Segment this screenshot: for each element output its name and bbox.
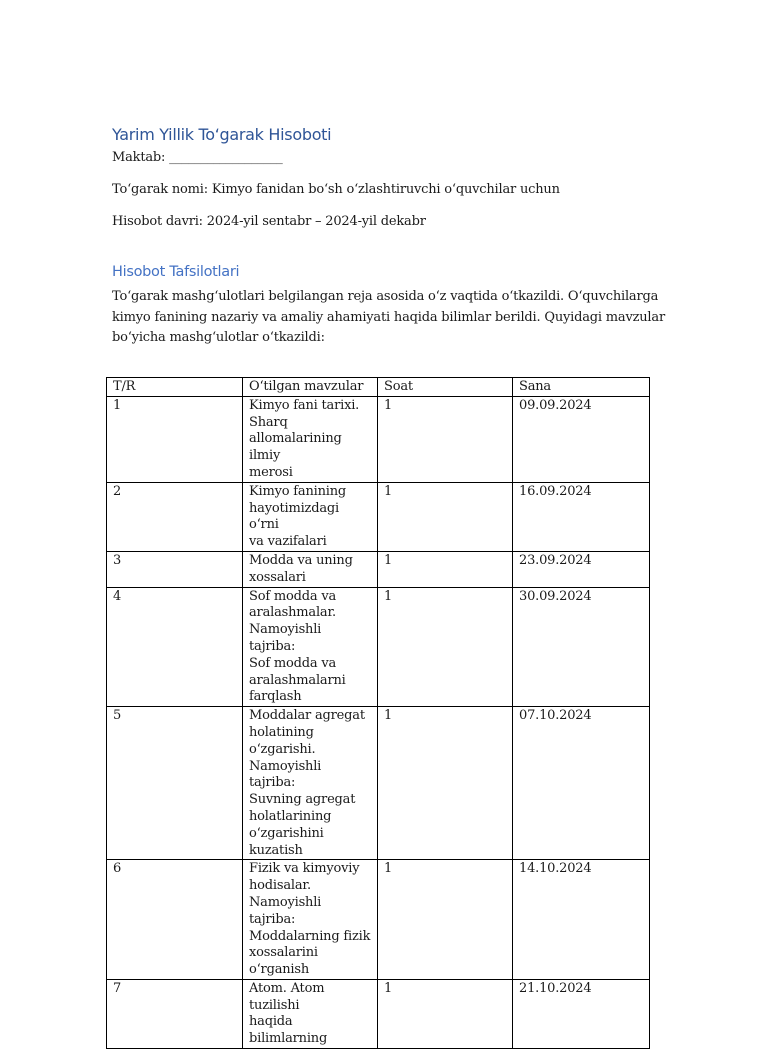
topic-line: xossalarini [249, 945, 318, 961]
row-hours: 1 [378, 396, 513, 482]
row-topic [243, 551, 378, 587]
topic-line: Moddalarning fizik [249, 928, 371, 944]
topic-line: Sharq [249, 414, 288, 430]
topic-line: xossalari [249, 569, 306, 585]
row-number: 2 [107, 482, 243, 551]
row-hours: 1 [378, 707, 513, 860]
table-header-row [107, 378, 650, 397]
topic-line: Moddalar agregat [249, 708, 365, 724]
topic-line: va vazifalari [249, 534, 327, 550]
topic-line: Namoyishli tajriba: [249, 622, 322, 654]
topics-table [106, 377, 650, 1049]
row-number: 5 [107, 707, 243, 860]
topic-line: merosi [249, 464, 293, 480]
topic-line: Fizik va kimyoviy [249, 861, 360, 877]
report-title: Yarim Yillik To‘garak Hisoboti [112, 125, 332, 144]
row-date: 09.09.2024 [513, 396, 650, 482]
topic-line: aralashmalarni [249, 672, 346, 688]
table-row [107, 707, 650, 860]
intro-paragraph [112, 287, 665, 349]
row-topic [243, 860, 378, 980]
paragraph-line: bo‘yicha mashg‘ulotlar o‘tkazildi: [112, 330, 325, 345]
topic-line: haqida bilimlarning [249, 1014, 328, 1047]
row-date: 16.09.2024 [513, 482, 650, 551]
row-number: 7 [107, 979, 243, 1048]
topic-line: Atom. Atom tuzilishi [249, 980, 325, 1013]
header-date: Sana [513, 378, 650, 397]
topic-line: farqlash [249, 689, 302, 705]
topic-line: o‘rganish [249, 962, 310, 978]
row-hours: 1 [378, 551, 513, 587]
topic-line: hodisalar. [249, 878, 311, 894]
header-number: T/R [107, 378, 243, 397]
row-date: 30.09.2024 [513, 587, 650, 707]
topic-line: Suvning agregat [249, 792, 356, 808]
topic-line: Sof modda va [249, 588, 337, 604]
row-date: 14.10.2024 [513, 860, 650, 980]
topic-line: Sof modda va [249, 655, 337, 671]
row-topic [243, 707, 378, 860]
header-topics: O‘tilgan mavzular [243, 378, 378, 397]
topic-line: hayotimizdagi o‘rni [249, 500, 339, 533]
row-topic [243, 396, 378, 482]
report-period-line: Hisobot davri: 2024-yil sentabr – 2024-yil dekabr [112, 214, 426, 229]
paragraph-line: kimyo fanining nazariy va amaliy ahamiyati haqida bilimlar berildi. Quyidagi mavzular [112, 309, 665, 325]
row-number: 1 [107, 396, 243, 482]
table-row [107, 482, 650, 551]
topic-line: Namoyishli tajriba: [249, 894, 322, 927]
row-topic [243, 482, 378, 551]
table-row [107, 551, 650, 587]
topic-line: aralashmalar. [249, 605, 336, 621]
row-topic [243, 587, 378, 707]
row-number: 6 [107, 860, 243, 980]
row-date: 23.09.2024 [513, 551, 650, 587]
section-heading: Hisobot Tafsilotlari [112, 264, 240, 280]
table-row [107, 396, 650, 482]
row-topic [243, 979, 378, 1048]
row-hours: 1 [378, 979, 513, 1048]
row-hours: 1 [378, 482, 513, 551]
row-number: 3 [107, 551, 243, 587]
row-number: 4 [107, 587, 243, 707]
topic-line: Namoyishli tajriba: [249, 758, 322, 791]
club-name-line: To‘garak nomi: Kimyo fanidan bo‘sh o‘zlashtiruvchi o‘quvchilar uchun [112, 182, 560, 197]
row-date: 07.10.2024 [513, 707, 650, 860]
row-hours: 1 [378, 860, 513, 980]
topic-line: o‘zgarishi. [249, 741, 316, 757]
topic-line: holatlarining [249, 808, 332, 824]
topic-line: holatining [249, 724, 314, 740]
topic-line: o‘zgarishini [249, 825, 324, 841]
paragraph-line: To‘garak mashg‘ulotlari belgilangan reja asosida o‘z vaqtida o‘tkazildi. O‘quvchilarga [112, 289, 659, 304]
topic-line: Modda va uning [249, 552, 353, 568]
row-date: 21.10.2024 [513, 979, 650, 1048]
topic-line: Kimyo fani tarixi. [249, 397, 360, 413]
school-line: Maktab: __________________ [112, 150, 283, 165]
topic-line: allomalarining ilmiy [249, 431, 342, 464]
row-hours: 1 [378, 587, 513, 707]
topic-line: Kimyo fanining [249, 483, 347, 499]
table-row [107, 860, 650, 980]
table-row [107, 587, 650, 707]
table-body [107, 396, 650, 1048]
table-row [107, 979, 650, 1048]
topic-line: kuzatish [249, 842, 303, 858]
header-hours: Soat [378, 378, 513, 397]
